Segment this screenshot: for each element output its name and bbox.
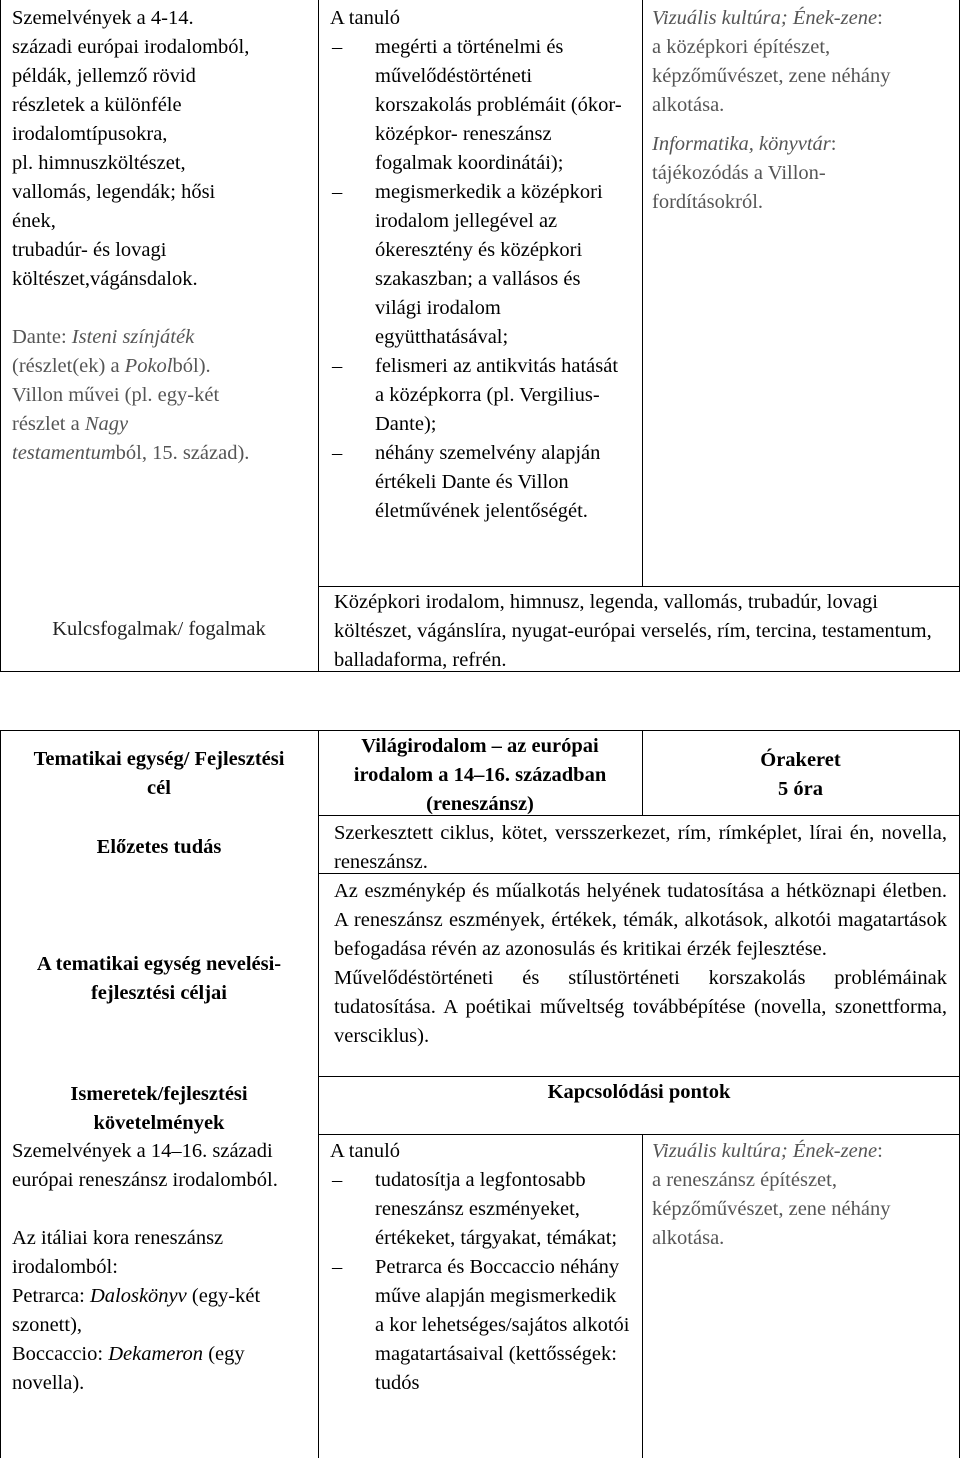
t2-col1-excerpts	[12, 1137, 302, 1398]
t1-col1-excerpts	[12, 4, 312, 468]
prior-knowledge-text: Szerkesztett ciklus, kötet, versszerkezet, rím, rímképlet, lírai én, novella, reneszánsz.	[334, 822, 947, 873]
goals-paragraph: Művelődéstörténeti és stílustörténeti korszakolás problémáinak tudatosítása. A poétikai műveltség továbbépítése (novella, szonettforma, versciklus).	[334, 967, 947, 1047]
text-line: századi európai irodalomból,	[12, 36, 250, 58]
t2-col3-connections: Vizuális kultúra; Ének-zene: a reneszánsz építészet, képzőművészet, zene néhány alkotása.	[652, 1137, 952, 1253]
intro-text: A tanuló	[330, 1140, 401, 1162]
dante-paragraph: Dante: Isteni színjáték (részlet(ek) a Pokolból). Villon művei (pl. egy-két részlet a Nagy testamentumból, 15. század).	[12, 326, 250, 464]
intro-text: A tanuló	[330, 7, 401, 29]
t1-col3-connections: Vizuális kultúra; Ének-zene: a középkori építészet, képzőművészet, zene néhány alkotása. Informatika, könyvtár: tájékozódás a Villon-fordításokról.	[652, 4, 952, 217]
requirement-list	[330, 1166, 630, 1398]
t2-col2-requirements	[330, 1137, 630, 1458]
prior-knowledge-label: Előzetes tudás	[96, 836, 222, 858]
excerpt-italian: Az itáliai kora reneszánsz irodalomból:	[12, 1227, 224, 1278]
key-concepts-text: Középkori irodalom, himnusz, legenda, vallomás, trubadúr, lovagi költészet, vágánslíra, nyugat-európai verselés, rím, tercina, testamentum, balladaforma, refrén.	[334, 591, 932, 671]
text-line: ének,	[12, 210, 56, 232]
list-item: – megismerkedik a középkori irodalom jellegével az ókeresztény és középkori szakaszban; a vallásos és világi irodalom együtthatásával;	[330, 178, 630, 352]
text-line: költészet,vágánsdalok.	[12, 268, 198, 290]
excerpt-intro: Szemelvények a 14–16. századi európai reneszánsz irodalomból.	[12, 1140, 278, 1191]
subject-label: Informatika, könyvtár	[652, 133, 831, 155]
text-line: részletek a különféle	[12, 94, 182, 116]
text-line: példák, jellemző rövid	[12, 65, 196, 87]
text-line: pl. himnuszköltészet,	[12, 152, 186, 174]
requirements-label: Ismeretek/fejlesztési követelmények	[70, 1083, 248, 1134]
t1-col2-requirements	[330, 4, 630, 526]
goals-paragraph: Az eszménykép és műalkotás helyének tudatosítása a hétköznapi életben. A reneszánsz eszmények, értékek, témák, alkotások, alkotói magatartások befogadása révén az azonosulás és kritikai érzék fejlesztése.	[334, 880, 947, 960]
text-line: Szemelvények a 4-14.	[12, 7, 194, 29]
hours-value: 5 óra	[778, 778, 823, 800]
connection-text: tájékozódás a Villon-fordításokról.	[652, 162, 826, 213]
goals-text	[334, 877, 947, 1051]
excerpt-boccaccio: Boccaccio: Dekameron (egy novella).	[12, 1343, 245, 1394]
theme-title: Világirodalom – az európai irodalom a 14–16. században (reneszánsz)	[353, 735, 607, 815]
connection-text: a reneszánsz építészet, képzőművészet, zene néhány alkotása.	[652, 1169, 891, 1249]
list-item: – tudatosítja a legfontosabb reneszánsz eszményeket, értékeket, tárgyakat, témákat;	[330, 1166, 630, 1253]
hours-label: Órakeret	[760, 749, 841, 771]
hours-box	[642, 746, 959, 804]
list-item: – Petrarca és Boccaccio néhány műve alapján megismerkedik a kor lehetséges/sajátos alkotói magatartásaival (kettősségek: tudós	[330, 1253, 630, 1398]
theme-label: Tematikai egység/ Fejlesztési cél	[33, 748, 285, 799]
excerpt-petrarca: Petrarca: Daloskönyv (egy-két szonett),	[12, 1285, 261, 1336]
connections-header: Kapcsolódási pontok	[547, 1081, 731, 1103]
list-item: – megérti a történelmi és művelődéstörténeti korszakolás problémáit (ókor- középkor- reneszánsz fogalmak koordinátái);	[330, 33, 630, 178]
list-item: – néhány szemelvény alapján értékeli Dante és Villon életművének jelentőségét.	[330, 439, 630, 526]
text-line: irodalomtípusokra,	[12, 123, 168, 145]
key-concepts-label: Kulcsfogalmak/ fogalmak	[52, 618, 266, 640]
connection-text: a középkori építészet, képzőművészet, zene néhány alkotása.	[652, 36, 891, 116]
text-line: trubadúr- és lovagi	[12, 239, 167, 261]
subject-label: Vizuális kultúra; Ének-zene	[652, 1140, 878, 1162]
goals-label: A tematikai egység nevelési-fejlesztési céljai	[36, 953, 282, 1004]
text-line: vallomás, legendák; hősi	[12, 181, 216, 203]
list-item: – felismeri az antikvitás hatását a középkorra (pl. Vergilius-Dante);	[330, 352, 630, 439]
subject-label: Vizuális kultúra; Ének-zene	[652, 7, 878, 29]
requirement-list	[330, 33, 630, 526]
